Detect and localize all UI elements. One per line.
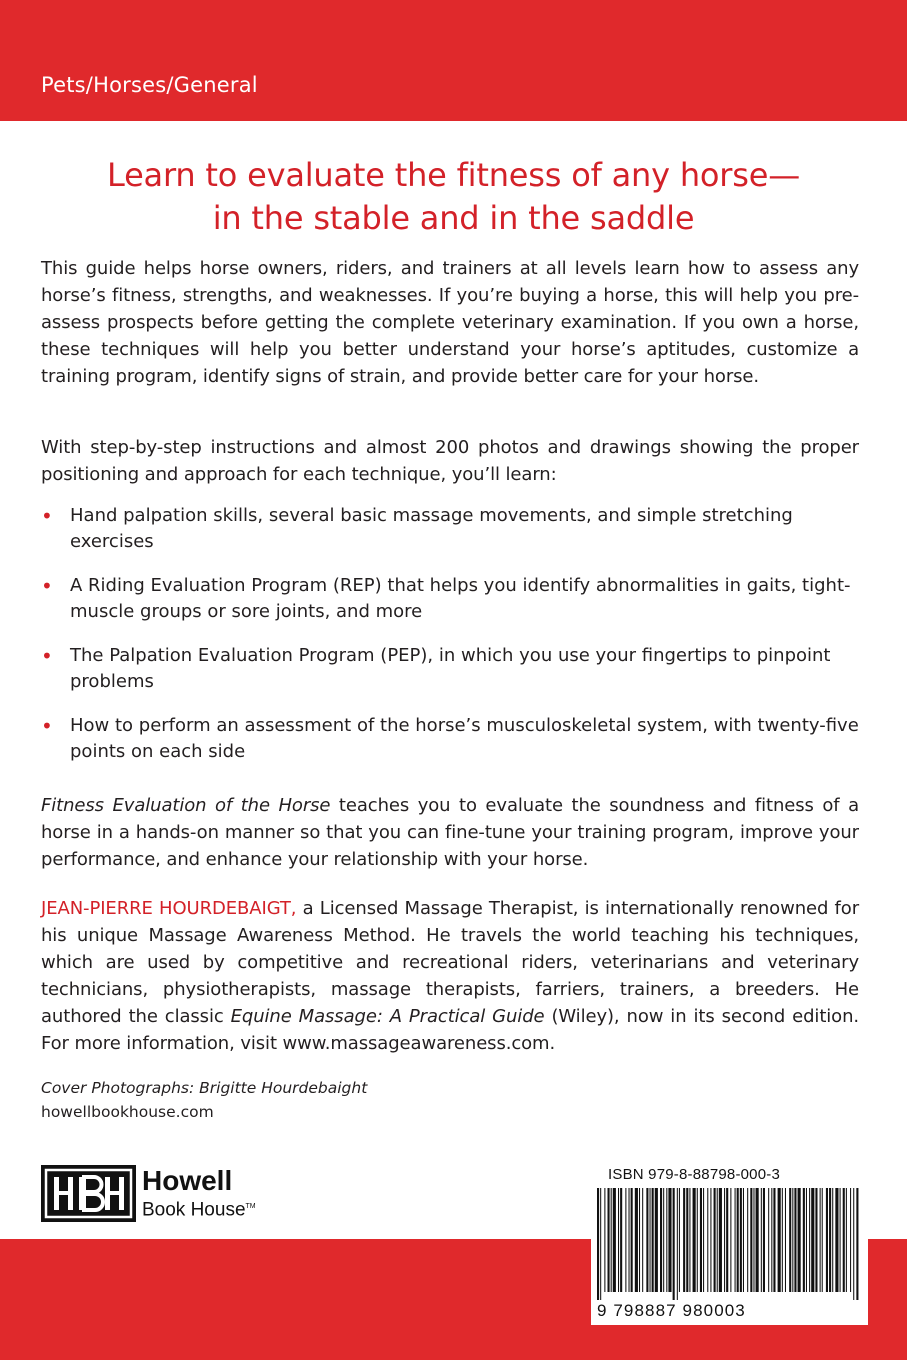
- publisher-name-line-2-text: Book House: [142, 1199, 246, 1221]
- isbn-label: ISBN 979-8-88798-000-3: [608, 1166, 781, 1183]
- barcode-bar: [597, 1188, 599, 1300]
- barcode-bar: [785, 1188, 786, 1292]
- barcode-bar: [714, 1188, 716, 1292]
- intro-paragraph: This guide helps horse owners, riders, and trainers at all levels learn how to assess any horse’s fitness, strengths, and weaknesses. If you’re buying a horse, this will help you pre-assess prospects before getting the complete veterinary examination. If you own a horse, these techniques will help you better understand your horse’s aptitudes, customize a training program, identify signs of strain, and provide better care for your horse.: [41, 258, 859, 387]
- barcode-bar: [673, 1188, 675, 1300]
- previous-book-title: Equine Massage: A Practical Guide: [230, 1006, 545, 1027]
- barcode-bar: [689, 1188, 690, 1292]
- book-title: Fitness Evaluation of the Horse: [41, 795, 331, 816]
- list-item-text: How to perform an assessment of the horse’s musculoskeletal system, with twenty-five points on each side: [70, 715, 859, 762]
- barcode-bar: [724, 1188, 725, 1292]
- barcode-bar: [600, 1188, 601, 1300]
- credits: [41, 1076, 367, 1124]
- barcode-bar: [768, 1188, 769, 1292]
- author-bio-text-end: (Wiley), now in its second edition. For more information, visit www.massageawareness.com.: [41, 1006, 860, 1054]
- list-item-text: Hand palpation skills, several basic massage movements, and simple stretching exercises: [70, 505, 793, 552]
- barcode-bar: [835, 1188, 838, 1292]
- barcode-bar: [679, 1188, 680, 1292]
- barcode-bar: [717, 1188, 718, 1292]
- publisher-logo: [41, 1165, 301, 1227]
- barcode-bar: [753, 1188, 754, 1292]
- summary-text: teaches you to evaluate the soundness and fitness of a horse in a hands-on manner so that you can fine-tune your training program, improve your performance, and enhance your relationship with your horse.: [41, 795, 859, 870]
- barcode-bar: [642, 1188, 643, 1292]
- barcode-panel: [591, 1161, 868, 1325]
- barcode-bar: [778, 1188, 781, 1292]
- barcode-bar: [611, 1188, 612, 1292]
- barcode-bar: [763, 1188, 765, 1292]
- bullet-icon: •: [41, 644, 53, 668]
- lead-in-paragraph: With step-by-step instructions and almost 200 photos and drawings showing the proper positioning and approach for each technique, you’ll learn:: [41, 437, 859, 485]
- barcode-bar: [683, 1188, 685, 1292]
- barcode-bar: [608, 1188, 610, 1292]
- publisher-name-line-1: Howell: [142, 1165, 233, 1196]
- barcode-bar: [693, 1188, 696, 1292]
- barcode-bar: [740, 1188, 742, 1292]
- barcode-bar: [635, 1188, 638, 1292]
- barcode-bar: [650, 1188, 651, 1292]
- publisher-website: howellbookhouse.com: [41, 1103, 214, 1121]
- barcode-bar: [668, 1188, 671, 1292]
- barcode-bar: [811, 1188, 814, 1292]
- barcode-bar: [747, 1188, 748, 1292]
- barcode-bar: [646, 1188, 648, 1292]
- barcode-digits: 9 798887 980003: [597, 1301, 746, 1320]
- barcode-bar: [850, 1188, 851, 1292]
- barcode-bar: [677, 1188, 678, 1300]
- list-item: [41, 503, 859, 555]
- barcode-bar: [815, 1188, 817, 1292]
- barcode-bar: [829, 1188, 831, 1292]
- barcode-bar: [840, 1188, 841, 1292]
- bullet-icon: •: [41, 574, 53, 598]
- barcode-bar: [604, 1188, 605, 1292]
- barcode-bar: [639, 1188, 640, 1292]
- barcode-bar: [625, 1188, 626, 1292]
- barcode-bar: [629, 1188, 630, 1292]
- barcode-bar: [771, 1188, 772, 1292]
- barcode-bar: [789, 1188, 791, 1292]
- barcode-bar: [618, 1188, 619, 1292]
- barcode-bar: [735, 1188, 736, 1292]
- barcode-bar: [792, 1188, 793, 1292]
- barcode-bar: [655, 1188, 658, 1292]
- barcode-bar: [666, 1188, 667, 1292]
- category-label: Pets/Horses/General: [41, 73, 258, 97]
- barcode-bar: [719, 1188, 722, 1292]
- barcode-bar: [686, 1188, 688, 1292]
- barcode-bar: [853, 1188, 854, 1300]
- barcode-bar: [756, 1188, 759, 1292]
- author-bio: [41, 895, 859, 1057]
- author-name: JEAN-PIERRE HOURDEBAIGT,: [41, 898, 297, 919]
- barcode-bar: [660, 1188, 662, 1292]
- trademark-mark: TM: [245, 1203, 256, 1210]
- barcode-bar: [832, 1188, 833, 1292]
- barcode-bar: [743, 1188, 744, 1292]
- barcode-bar: [806, 1188, 807, 1292]
- hbh-monogram-icon: [41, 1165, 136, 1222]
- publisher-name-line-2: [142, 1196, 256, 1221]
- barcode-bar: [620, 1188, 622, 1292]
- list-item-text: The Palpation Evaluation Program (PEP), in which you use your fingertips to pinpoint problems: [70, 645, 831, 692]
- barcode-bar: [856, 1188, 858, 1300]
- barcode-bar: [803, 1188, 805, 1292]
- headline: [0, 154, 907, 240]
- summary-paragraph: [41, 792, 859, 873]
- barcode-bar: [631, 1188, 633, 1292]
- barcode-bar: [822, 1188, 823, 1292]
- barcode-bar: [820, 1188, 821, 1292]
- author-bio-text: a Licensed Massage Therapist, is internationally renowned for his unique Massage Awareness Method. He travels the world teaching his techniques, which are used by competitive and recreational riders, veterinarians and veterinary technicians, physiotherapists, massage therapists, farriers, trainers, a breeders. He authored the classic: [41, 898, 859, 1027]
- learning-list: [41, 503, 859, 783]
- barcode-bar: [826, 1188, 828, 1292]
- photo-credit: Cover Photographs: Brigitte Hourdebaight: [41, 1079, 368, 1097]
- barcode-bar: [737, 1188, 739, 1292]
- barcode-bar: [782, 1188, 783, 1292]
- barcode-bar: [700, 1188, 702, 1292]
- barcode-bar: [652, 1188, 654, 1292]
- headline-line-2: in the stable and in the saddle: [212, 199, 695, 237]
- barcode-bar: [846, 1188, 847, 1292]
- barcode-bar: [613, 1188, 616, 1292]
- barcode-bar: [703, 1188, 704, 1292]
- barcode-bar: [750, 1188, 752, 1292]
- list-item: [41, 713, 859, 765]
- barcode-bar: [730, 1188, 731, 1292]
- barcode-bar: [710, 1188, 711, 1292]
- barcode-bar: [726, 1188, 728, 1292]
- barcode-bar: [809, 1188, 810, 1292]
- barcode-bar: [707, 1188, 708, 1292]
- barcode-bar: [798, 1188, 801, 1292]
- list-item: [41, 573, 859, 625]
- list-item: [41, 643, 859, 695]
- barcode-bar: [773, 1188, 775, 1292]
- barcode-bar: [697, 1188, 698, 1292]
- barcode-bar: [761, 1188, 762, 1292]
- top-color-band: [0, 0, 907, 121]
- barcode-bar: [794, 1188, 796, 1292]
- barcode-bar: [843, 1188, 845, 1292]
- barcode-bar: [663, 1188, 664, 1292]
- bullet-icon: •: [41, 504, 53, 528]
- bullet-icon: •: [41, 714, 53, 738]
- barcode-icon: [597, 1188, 859, 1300]
- list-item-text: A Riding Evaluation Program (REP) that helps you identify abnormalities in gaits, tight-muscle groups or sore joints, and more: [70, 575, 851, 622]
- headline-line-1: Learn to evaluate the fitness of any horse—: [107, 156, 800, 194]
